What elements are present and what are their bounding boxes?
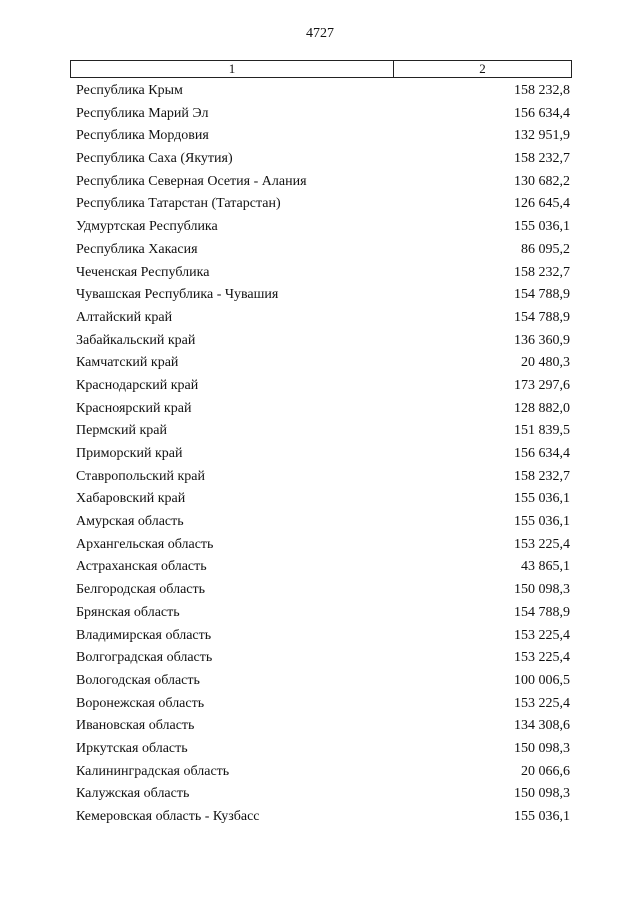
region-name: Владимирская область xyxy=(76,627,212,643)
region-value: 153 225,4 xyxy=(514,650,570,666)
region-value: 158 232,8 xyxy=(514,83,570,98)
region-name: Хабаровский край xyxy=(76,491,186,507)
region-name: Калужская область xyxy=(76,786,190,802)
region-name: Приморский край xyxy=(76,446,183,461)
table-row xyxy=(76,307,570,330)
table-row xyxy=(76,375,570,398)
table-row xyxy=(76,239,570,262)
region-value: 136 360,9 xyxy=(514,332,570,348)
table-row xyxy=(76,80,570,103)
table-row xyxy=(76,398,570,421)
region-value: 153 225,4 xyxy=(514,536,570,552)
region-name: Красноярский край xyxy=(76,400,192,416)
table-row xyxy=(76,125,570,148)
region-value: 153 225,4 xyxy=(514,695,570,711)
column-2-header: 2 xyxy=(479,61,486,76)
table-row xyxy=(76,625,570,648)
table-body xyxy=(76,80,570,829)
region-name: Калининградская область xyxy=(76,763,230,779)
table-row xyxy=(76,171,570,194)
table-row xyxy=(76,193,570,216)
region-name: Белгородская область xyxy=(76,582,206,598)
region-name: Краснодарский край xyxy=(76,377,199,393)
table-row xyxy=(76,647,570,670)
region-value: 158 232,7 xyxy=(514,151,570,167)
region-value: 20 066,6 xyxy=(521,763,570,779)
region-name: Республика Татарстан (Татарстан) xyxy=(76,196,281,212)
table-row xyxy=(76,420,570,443)
region-value: 134 308,6 xyxy=(514,718,570,734)
region-value: 173 297,6 xyxy=(514,377,570,393)
table-row xyxy=(76,443,570,466)
region-name: Удмуртская Республика xyxy=(76,219,218,235)
table-row xyxy=(76,602,570,625)
region-name: Чеченская Республика xyxy=(76,264,210,280)
table-row xyxy=(76,148,570,171)
region-name: Алтайский край xyxy=(76,309,173,325)
table-row xyxy=(76,284,570,307)
region-name: Кемеровская область - Кузбасс xyxy=(76,809,260,824)
region-value: 155 036,1 xyxy=(514,514,570,530)
page-number: 4727 xyxy=(306,26,334,41)
region-name: Ивановская область xyxy=(76,718,195,734)
table-row xyxy=(76,352,570,375)
region-value: 155 036,1 xyxy=(514,219,570,235)
region-name: Республика Северная Осетия - Алания xyxy=(76,173,307,189)
region-name: Республика Марий Эл xyxy=(76,105,209,121)
region-value: 156 634,4 xyxy=(514,105,570,121)
region-value: 126 645,4 xyxy=(514,196,570,212)
table-row xyxy=(76,761,570,784)
table-row xyxy=(76,534,570,557)
region-value: 100 006,5 xyxy=(514,672,570,688)
region-value: 158 232,7 xyxy=(514,264,570,280)
region-value: 151 839,5 xyxy=(514,423,570,439)
region-value: 128 882,0 xyxy=(514,400,570,416)
table-row xyxy=(76,783,570,806)
region-value: 86 095,2 xyxy=(521,241,570,257)
region-name: Камчатский край xyxy=(76,355,179,371)
table-row xyxy=(76,330,570,353)
region-value: 132 951,9 xyxy=(514,128,570,144)
region-value: 154 788,9 xyxy=(514,287,570,303)
region-value: 130 682,2 xyxy=(514,173,570,189)
region-value: 20 480,3 xyxy=(521,355,570,371)
table-row xyxy=(76,556,570,579)
table-row xyxy=(76,511,570,534)
region-value: 155 036,1 xyxy=(514,809,570,824)
region-value: 156 634,4 xyxy=(514,446,570,461)
region-value: 154 788,9 xyxy=(514,309,570,325)
table-row xyxy=(76,579,570,602)
region-name: Республика Хакасия xyxy=(76,241,198,257)
table-row xyxy=(76,738,570,761)
table-row xyxy=(76,488,570,511)
region-name: Республика Мордовия xyxy=(76,128,209,144)
table-row xyxy=(76,670,570,693)
region-name: Чувашская Республика - Чувашия xyxy=(76,287,279,303)
region-value: 150 098,3 xyxy=(514,740,570,756)
region-name: Вологодская область xyxy=(76,672,200,688)
region-value: 43 865,1 xyxy=(521,559,570,575)
region-name: Забайкальский край xyxy=(76,332,196,348)
region-name: Республика Крым xyxy=(76,83,183,98)
region-value: 150 098,3 xyxy=(514,786,570,802)
table-row xyxy=(76,693,570,716)
region-name: Иркутская область xyxy=(76,740,188,756)
table-row xyxy=(76,216,570,239)
region-value: 154 788,9 xyxy=(514,604,570,620)
region-name: Пермский край xyxy=(76,423,167,439)
region-name: Ставропольский край xyxy=(76,468,205,484)
region-name: Воронежская область xyxy=(76,695,205,711)
table-row xyxy=(76,715,570,738)
region-value: 155 036,1 xyxy=(514,491,570,507)
table-column-header xyxy=(70,60,572,78)
region-name: Архангельская область xyxy=(76,536,214,552)
region-name: Республика Саха (Якутия) xyxy=(76,151,233,167)
region-name: Астраханская область xyxy=(76,559,207,575)
region-name: Амурская область xyxy=(76,514,184,530)
region-value: 150 098,3 xyxy=(514,582,570,598)
region-name: Волгоградская область xyxy=(76,650,213,666)
column-1-header: 1 xyxy=(71,61,394,77)
region-value: 158 232,7 xyxy=(514,468,570,484)
table-row xyxy=(76,262,570,285)
table-row xyxy=(76,806,570,829)
region-name: Брянская область xyxy=(76,604,180,620)
region-value: 153 225,4 xyxy=(514,627,570,643)
table-row xyxy=(76,103,570,126)
table-row xyxy=(76,466,570,489)
